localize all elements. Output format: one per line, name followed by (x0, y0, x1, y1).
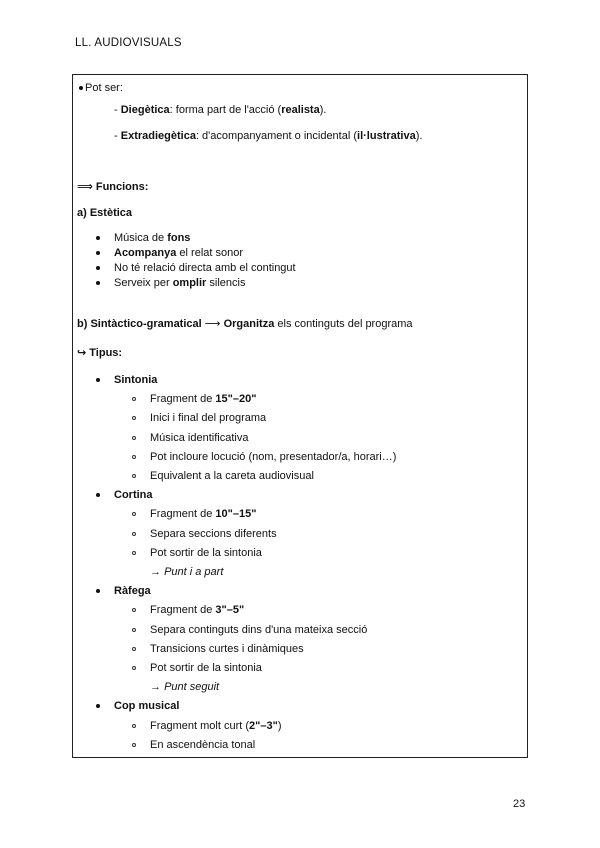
long-arrow-icon: ⟶ (201, 318, 224, 330)
type-detail: Pot incloure locució (nom, presentador/a, horari…) (150, 451, 397, 463)
type-detail: Inici i final del programa (150, 412, 267, 424)
bullet (79, 86, 83, 90)
page-number: 23 (513, 798, 526, 810)
pot-ser-label: Pot ser: (85, 82, 123, 94)
double-arrow-icon: ⟹ (77, 181, 93, 193)
bullet (96, 704, 100, 708)
type-detail: Pot sortir de la sintonia (150, 547, 262, 559)
type-detail: Equivalent a la careta audiovisual (150, 470, 314, 482)
page-header: LL. AUDIOVISUALS (75, 37, 182, 49)
circle-bullet (132, 724, 136, 728)
circle-bullet (132, 512, 136, 516)
estetica-item: Música de fons (114, 232, 191, 244)
type-detail: Música identificativa (150, 432, 249, 444)
bullet (96, 236, 100, 240)
hook-arrow-icon: ↪ (77, 347, 87, 359)
sintactic-heading: b) Sintàctico-gramatical ⟶ Organitza els continguts del programa (77, 318, 413, 330)
type-detail: Fragment de 15"–20" (150, 393, 257, 405)
circle-bullet (132, 436, 136, 440)
circle-bullet (132, 666, 136, 670)
estetica-item: Acompanya el relat sonor (114, 247, 244, 259)
type-name: Ràfega (114, 585, 151, 597)
circle-bullet (132, 551, 136, 555)
type-detail: Separa continguts dins d'una mateixa secció (150, 624, 368, 636)
circle-bullet (132, 397, 136, 401)
circle-bullet (132, 474, 136, 478)
diegetica-line: - Diegètica: forma part de l'acció (realista). (114, 104, 327, 116)
estetica-heading: a) Estètica (77, 207, 133, 219)
type-name: Cop musical (114, 700, 180, 712)
extradiegetica-line: - Extradiegètica: d'acompanyament o incidental (il·lustrativa). (114, 130, 423, 142)
type-name: Cortina (114, 489, 153, 501)
type-note: → Punt i a part (150, 566, 224, 578)
type-detail: Fragment de 3"–5" (150, 604, 245, 616)
type-detail: Fragment de 10"–15" (150, 508, 257, 520)
circle-bullet (132, 647, 136, 651)
estetica-item: Serveix per omplir silencis (114, 277, 246, 289)
circle-bullet (132, 532, 136, 536)
circle-bullet (132, 743, 136, 747)
bullet (96, 251, 100, 255)
bullet (96, 266, 100, 270)
right-arrow-icon: → (150, 566, 165, 578)
type-note: → Punt seguit (150, 681, 220, 693)
bullet (96, 281, 100, 285)
funcions-heading: ⟹ Funcions: (77, 181, 149, 193)
bullet (96, 493, 100, 497)
bullet (96, 378, 100, 382)
type-detail: Transicions curtes i dinàmiques (150, 643, 304, 655)
circle-bullet (132, 416, 136, 420)
circle-bullet (132, 608, 136, 612)
type-detail: Fragment molt curt (2"–3") (150, 720, 282, 732)
right-arrow-icon: → (150, 681, 165, 693)
bullet (96, 589, 100, 593)
type-detail: Pot sortir de la sintonia (150, 662, 262, 674)
circle-bullet (132, 455, 136, 459)
type-name: Sintonia (114, 374, 158, 386)
type-detail: En ascendència tonal (150, 739, 256, 751)
estetica-item: No té relació directa amb el contingut (114, 262, 296, 274)
circle-bullet (132, 628, 136, 632)
type-detail: Separa seccions diferents (150, 528, 277, 540)
tipus-heading: ↪ Tipus: (77, 347, 123, 359)
